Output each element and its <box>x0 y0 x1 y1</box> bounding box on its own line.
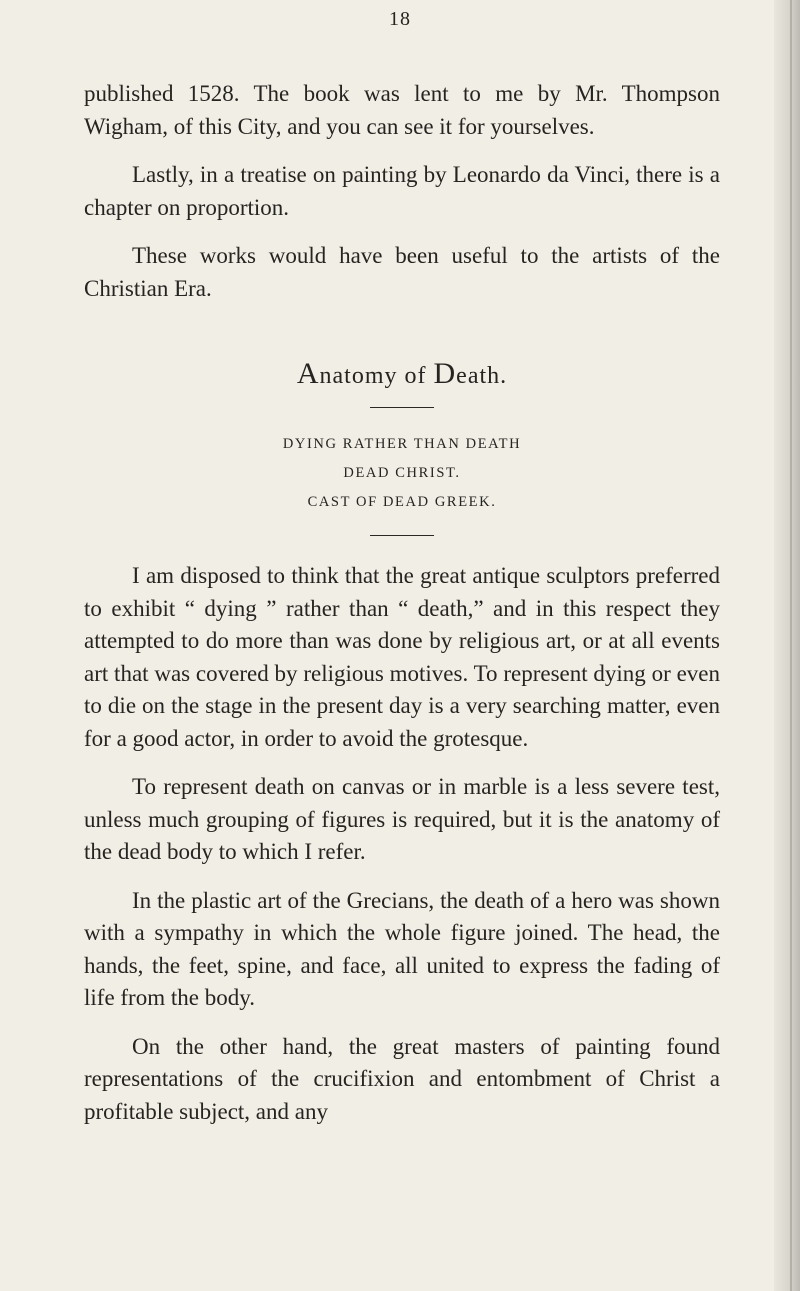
subheading: CAST OF DEAD GREEK. <box>307 494 497 510</box>
subheading: DEAD CHRIST. <box>343 465 461 481</box>
page-edge-line <box>790 0 792 1291</box>
paragraph-grecians: In the plastic art of the Grecians, the death of a hero was shown with a sympathy in which the whole figure joined. The head, the hands, the feet, spine, and face, all united to express the fading of life from the body. <box>84 887 720 1010</box>
page-text <box>84 78 720 1144</box>
section-heading: Anatomy of Death. <box>296 357 508 390</box>
paragraph-dying: I am disposed to think that the great antique sculptors preferred to exhibit “ dying ” rather than “ death,” and in this respect they attempted to do more than was done by religious art, or at all events art that was covered by religious motives. To represent dying or even to die on the stage in the present day is a very searching matter, even for a good actor, in order to avoid the grotesque. <box>84 563 720 751</box>
page-number: 18 <box>389 8 411 30</box>
divider-rule <box>370 407 434 408</box>
paragraph-christian-era: These works would have been useful to the artists of the Christian Era. <box>84 243 720 301</box>
subheading: DYING RATHER THAN DEATH <box>282 436 522 452</box>
paragraph-masters: On the other hand, the great masters of painting found representations of the crucifixion and entombment of Christ a profitable subject, and any <box>84 1033 720 1124</box>
divider-rule <box>370 535 434 536</box>
paragraph-canvas: To represent death on canvas or in marble is a less severe test, unless much grouping of figures is required, but it is the anatomy of the dead body to which I refer. <box>84 774 720 864</box>
page-edge <box>774 0 800 1291</box>
paragraph-continued: published 1528. The book was lent to me by Mr. Thompson Wigham, of this City, and you can see it for yourselves. <box>84 81 720 139</box>
paragraph-leonardo: Lastly, in a treatise on painting by Leonardo da Vinci, there is a chapter on proportion. <box>84 162 720 220</box>
